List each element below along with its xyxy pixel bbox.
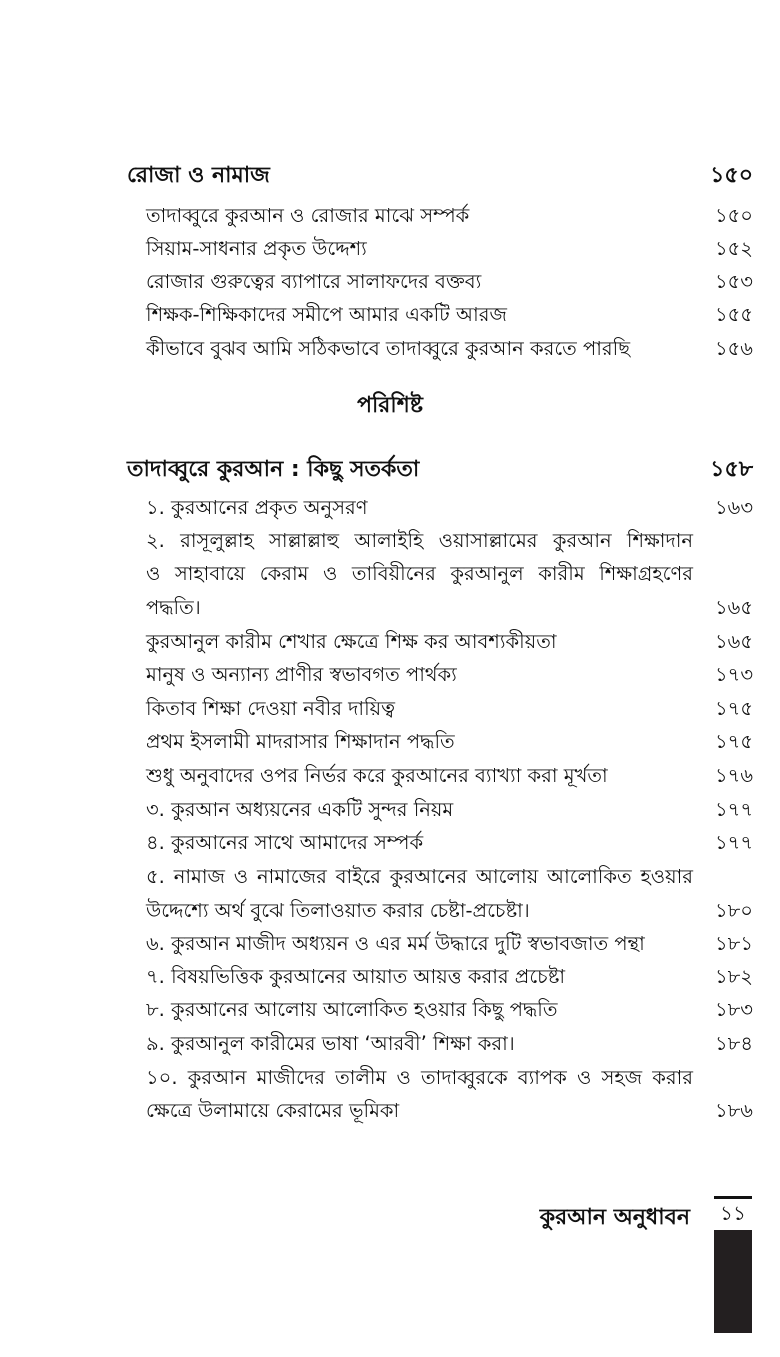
toc-item-page: ১৫২ bbox=[715, 237, 753, 260]
toc-item-page: ১৭৫ bbox=[715, 697, 753, 720]
toc-item-title: ৪. কুরআনের সাথে আমাদের সম্পর্ক bbox=[146, 831, 424, 854]
toc-item-title: কুরআনুল কারীম শেখার ক্ষেত্রে শিক্ষ কর আবশ্যকীয়তা bbox=[146, 630, 557, 653]
toc-item-row bbox=[146, 796, 753, 828]
toc-item-page: ১৫৬ bbox=[715, 337, 753, 360]
toc-item-title: পদ্ধতি। bbox=[146, 596, 201, 619]
toc-item-page: ১৫৩ bbox=[715, 270, 753, 293]
toc-item-row bbox=[146, 301, 753, 333]
toc-item-title: সিয়াম-সাধনার প্রকৃত উদ্দেশ্য bbox=[146, 237, 367, 260]
toc-item-title: কিতাব শিক্ষা দেওয়া নবীর দায়িত্ব bbox=[146, 697, 396, 720]
thumb-index-bar bbox=[714, 1230, 752, 1333]
toc-item-page: ১৭৩ bbox=[714, 663, 753, 686]
toc-item-title: ৩. কুরআন অধ্যয়নের একটি সুন্দর নিয়ম bbox=[146, 798, 454, 821]
toc-item-page: ১৫৫ bbox=[715, 303, 753, 326]
toc-item-row bbox=[146, 996, 753, 1028]
toc-item-title: ১. কুরআনের প্রকৃত অনুসরণ bbox=[146, 496, 368, 519]
toc-item-title: উদ্দেশ্যে অর্থ বুঝে তিলাওয়াত করার চেষ্টা-প্রচেষ্টা। bbox=[146, 899, 530, 922]
toc-item-title: শুধু অনুবাদের ওপর নির্ভর করে কুরআনের ব্যাখ্যা করা মূর্খতা bbox=[146, 764, 608, 787]
toc-item-line: ১০. কুরআন মাজীদের তালীম ও তাদাব্বুরকে ব্যাপক ও সহজ করার bbox=[146, 1066, 693, 1089]
toc-item-page: ১৮৬ bbox=[715, 1099, 753, 1122]
toc-item-title: ৭. বিষয়ভিত্তিক কুরআনের আয়াত আয়ত্ত করার প্রচেষ্টা bbox=[146, 965, 566, 988]
toc-item-title: তাদাব্বুরে কুরআন ও রোজার মাঝে সম্পর্ক bbox=[146, 204, 470, 227]
toc-item-row bbox=[146, 594, 753, 626]
page-number: ১১ bbox=[720, 1201, 746, 1225]
toc-item-row bbox=[146, 1030, 753, 1062]
toc-item-title: ৯. কুরআনুল কারীমের ভাষা ‘আরবী’ শিক্ষা করা। bbox=[146, 1032, 515, 1055]
section-page: ১৫৮ bbox=[710, 457, 753, 482]
toc-item-title: শিক্ষক-শিক্ষিকাদের সমীপে আমার একটি আরজ bbox=[146, 303, 507, 326]
toc-item-row bbox=[146, 695, 753, 727]
toc-item-title: মানুষ ও অন্যান্য প্রাণীর স্বভাবগত পার্থক্য bbox=[146, 663, 457, 686]
toc-item-page: ১৬৫ bbox=[715, 630, 753, 653]
toc-item-page: ১৮০ bbox=[715, 899, 753, 922]
toc-section-row bbox=[127, 158, 753, 195]
toc-item-line: ও সাহাবায়ে কেরাম ও তাবিয়ীনের কুরআনুল কারীম শিক্ষাগ্রহণের bbox=[146, 562, 693, 585]
toc-item-row bbox=[146, 268, 753, 300]
toc-item-title: ক্ষেত্রে উলামায়ে কেরামের ভূমিকা bbox=[146, 1099, 400, 1122]
toc-item-page: ১৭৭ bbox=[714, 798, 753, 821]
toc-item-line: ৫. নামাজ ও নামাজের বাইরে কুরআনের আলোয় আলোকিত হওয়ার bbox=[146, 865, 693, 888]
toc-item-page: ১৮৪ bbox=[715, 1032, 753, 1055]
toc-item-page: ১৮২ bbox=[715, 965, 753, 988]
toc-item-row bbox=[146, 494, 753, 526]
book-title: কুরআন অনুধাবন bbox=[539, 1205, 690, 1230]
toc-item-page: ১৭৭ bbox=[714, 831, 753, 854]
toc-item-row bbox=[146, 897, 753, 929]
section-title: রোজা ও নামাজ bbox=[127, 163, 270, 188]
toc-item-page: ১৭৫ bbox=[715, 730, 753, 753]
toc-item-row bbox=[146, 829, 753, 861]
toc-item-row bbox=[146, 728, 753, 760]
toc-item-row bbox=[146, 1097, 753, 1129]
appendix-heading: পরিশিষ্ট bbox=[357, 393, 423, 418]
toc-item-page: ১৬৫ bbox=[715, 596, 753, 619]
section-title: তাদাব্বুরে কুরআন : কিছু সতর্কতা bbox=[127, 457, 420, 482]
toc-item-page: ১৬৩ bbox=[714, 496, 753, 519]
toc-item-page: ১৭৬ bbox=[714, 764, 753, 787]
toc-item-title: ৮. কুরআনের আলোয় আলোকিত হওয়ার কিছু পদ্ধতি bbox=[146, 998, 558, 1021]
toc-item-row bbox=[146, 202, 753, 234]
toc-item-row bbox=[146, 762, 753, 794]
toc-section-row bbox=[127, 452, 753, 489]
toc-item-line: ২. রাসূলুল্লাহ সাল্লাল্লাহু আলাইহি ওয়াসাল্লামের কুরআন শিক্ষাদান bbox=[146, 529, 693, 552]
toc-item-page: ১৮৩ bbox=[715, 998, 753, 1021]
toc-item-row bbox=[146, 930, 753, 962]
section-page: ১৫০ bbox=[710, 163, 753, 188]
toc-item-row bbox=[146, 235, 753, 267]
toc-item-title: কীভাবে বুঝব আমি সঠিকভাবে তাদাব্বুরে কুরআন করতে পারছি bbox=[146, 337, 631, 360]
toc-item-title: রোজার গুরুত্বের ব্যাপারে সালাফদের বক্তব্য bbox=[146, 270, 482, 293]
toc-item-row bbox=[146, 963, 753, 995]
toc-item-title: ৬. কুরআন মাজীদ অধ্যয়ন ও এর মর্ম উদ্ধারে দুটি স্বভাবজাত পন্থা bbox=[146, 932, 645, 955]
toc-item-row bbox=[146, 661, 753, 693]
toc-item-page: ১৫০ bbox=[715, 204, 753, 227]
toc-item-title: প্রথম ইসলামী মাদরাসার শিক্ষাদান পদ্ধতি bbox=[146, 730, 455, 753]
toc-item-page: ১৮১ bbox=[715, 932, 753, 955]
toc-item-row bbox=[146, 335, 753, 367]
toc-item-row bbox=[146, 628, 753, 660]
